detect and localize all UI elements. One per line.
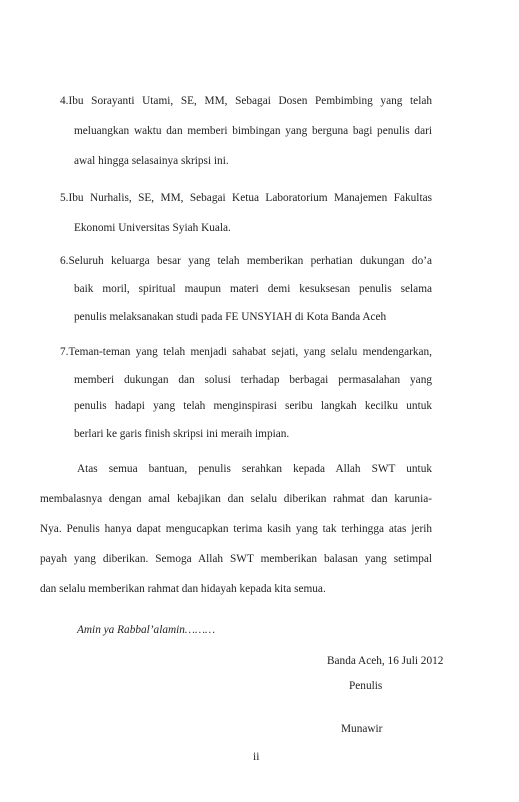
list-item-line: 4.Ibu Sorayanti Utami, SE, MM, Sebagai Dosen Pembimbing yang telah [60,95,432,107]
list-item-line: awal hingga selasainya skripsi ini. [74,155,229,167]
list-item-line: Ekonomi Universitas Syiah Kuala. [74,222,231,234]
list-item-line: memberi dukungan dan solusi terhadap berbagai permasalahan yang [74,374,432,386]
author-role: Penulis [349,680,383,692]
list-item-line: 5.Ibu Nurhalis, SE, MM, Sebagai Ketua Laboratorium Manajemen Fakultas [60,192,432,204]
paragraph-line: payah yang diberikan. Semoga Allah SWT memberikan balasan yang setimpal [40,553,432,565]
list-item-line: berlari ke garis finish skripsi ini meraih impian. [74,428,290,440]
list-item-line: 7.Teman-teman yang telah menjadi sahabat sejati, yang selalu mendengarkan, [60,346,432,358]
list-item-line: 6.Seluruh keluarga besar yang telah memberikan perhatian dukungan do’a [60,255,432,267]
list-item-line: baik moril, spiritual maupun materi demi kesuksesan penulis selama [74,283,432,295]
paragraph-line: Nya. Penulis hanya dapat mengucapkan terima kasih yang tak terhingga atas jerih [40,523,432,535]
list-item-line: meluangkan waktu dan memberi bimbingan yang berguna bagi penulis dari [74,125,432,137]
paragraph-line: Atas semua bantuan, penulis serahkan kepada Allah SWT untuk [77,463,432,475]
page-number: ii [253,751,260,763]
author-name: Munawir [341,723,383,735]
paragraph-line: membalasnya dengan amal kebajikan dan selalu diberikan rahmat dan karunia- [40,493,432,505]
list-item-line: penulis melaksanakan studi pada FE UNSYIAH di Kota Banda Aceh [74,311,387,323]
amin-text: Amin ya Rabbal’alamin……… [77,624,216,636]
paragraph-line: dan selalu memberikan rahmat dan hidayah kepada kita semua. [40,583,326,595]
place-date: Banda Aceh, 16 Juli 2012 [327,655,444,667]
list-item-line: penulis hadapi yang telah menginspirasi seribu langkah kecilku untuk [74,400,432,412]
